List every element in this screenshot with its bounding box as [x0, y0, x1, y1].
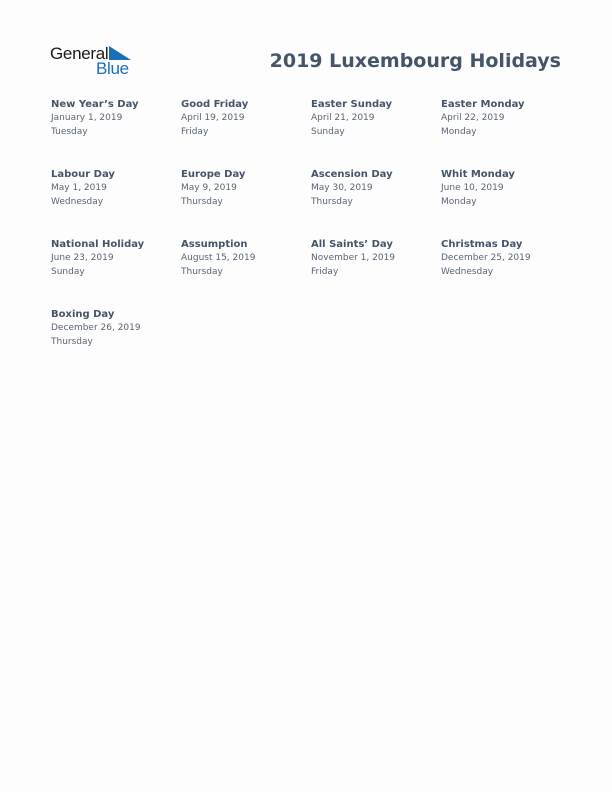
holiday-date: November 1, 2019 — [311, 253, 396, 263]
holiday-weekday: Wednesday — [51, 196, 104, 207]
holiday-date: June 23, 2019 — [51, 253, 114, 263]
holiday-weekday: Sunday — [311, 126, 345, 137]
holiday-name: Good Friday — [181, 99, 249, 110]
holiday-name: All Saints’ Day — [311, 239, 393, 250]
holiday-weekday: Sunday — [51, 266, 85, 277]
logo-word-general: General — [50, 44, 109, 63]
holiday-name: Assumption — [181, 239, 248, 250]
holiday-weekday: Thursday — [181, 196, 223, 207]
logo-word-blue: Blue — [96, 59, 129, 78]
holiday-date: May 1, 2019 — [51, 183, 107, 193]
holiday-weekday: Tuesday — [51, 126, 88, 137]
page-title: 2019 Luxembourg Holidays — [269, 50, 561, 72]
holiday-weekday: Friday — [181, 126, 209, 137]
holiday-entry — [311, 168, 439, 209]
holiday-weekday: Monday — [441, 126, 477, 137]
holiday-date: August 15, 2019 — [181, 253, 256, 263]
holiday-date: January 1, 2019 — [51, 113, 123, 123]
holiday-entry — [51, 238, 179, 279]
holiday-name: National Holiday — [51, 239, 145, 250]
holiday-name: Easter Sunday — [311, 99, 393, 110]
holiday-entry — [311, 238, 439, 279]
holiday-entry — [51, 98, 179, 139]
holiday-date: December 26, 2019 — [51, 323, 141, 333]
holiday-weekday: Friday — [311, 266, 339, 277]
holiday-name: Easter Monday — [441, 99, 525, 110]
holiday-entry — [181, 168, 309, 209]
holiday-name: Europe Day — [181, 169, 246, 180]
holiday-date: May 30, 2019 — [311, 183, 373, 193]
holiday-entry — [51, 168, 179, 209]
holiday-name: Ascension Day — [311, 169, 393, 180]
holiday-name: Whit Monday — [441, 169, 515, 180]
holiday-entry — [441, 98, 569, 139]
holiday-entry — [181, 238, 309, 279]
holiday-date: June 10, 2019 — [441, 183, 504, 193]
holiday-weekday: Wednesday — [441, 266, 494, 277]
holiday-date: May 9, 2019 — [181, 183, 237, 193]
holiday-name: Boxing Day — [51, 309, 115, 320]
generalblue-logo — [50, 44, 140, 80]
holiday-weekday: Monday — [441, 196, 477, 207]
holiday-entry — [51, 308, 179, 349]
holiday-name: New Year’s Day — [51, 99, 139, 110]
logo-triangle-icon — [109, 46, 131, 60]
holiday-entry — [441, 168, 569, 209]
holiday-date: April 19, 2019 — [181, 113, 245, 123]
holiday-entry — [441, 238, 569, 279]
holiday-entry — [181, 98, 309, 139]
holiday-entry — [311, 98, 439, 139]
holiday-name: Christmas Day — [441, 239, 523, 250]
holiday-date: December 25, 2019 — [441, 253, 531, 263]
holiday-weekday: Thursday — [181, 266, 223, 277]
holiday-weekday: Thursday — [51, 336, 93, 347]
holiday-name: Labour Day — [51, 169, 115, 180]
holiday-date: April 21, 2019 — [311, 113, 375, 123]
holiday-date: April 22, 2019 — [441, 113, 505, 123]
holiday-weekday: Thursday — [311, 196, 353, 207]
